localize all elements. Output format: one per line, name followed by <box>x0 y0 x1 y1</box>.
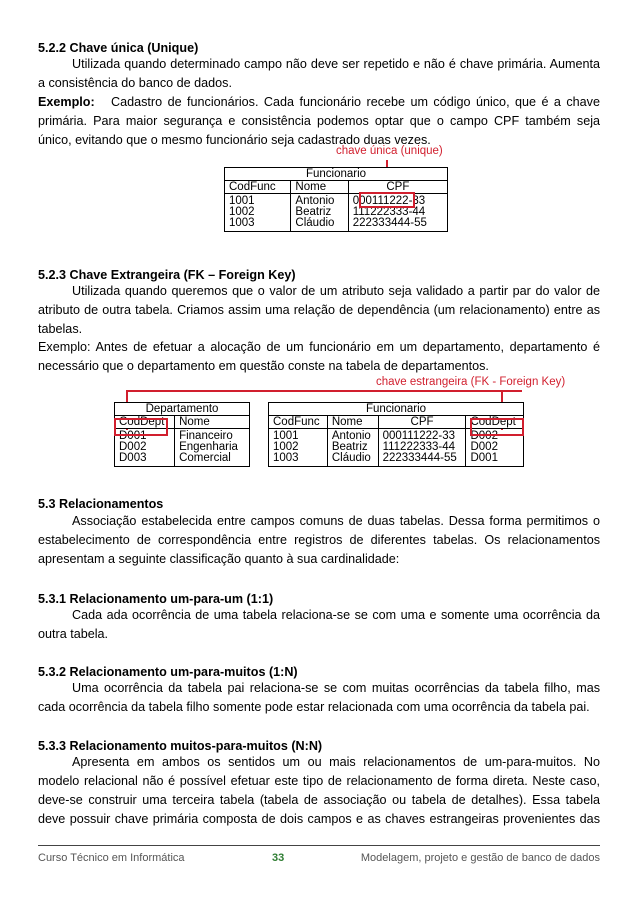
col-header: CodDept <box>466 416 524 429</box>
table-cell: Antonio Beatriz Cláudio <box>291 194 348 232</box>
heading-muitos-para-muitos: 5.3.3 Relacionamento muitos-para-muitos (N:N) <box>38 739 323 753</box>
annotation-line <box>126 390 522 392</box>
page-number: 33 <box>272 852 285 864</box>
paragraph-foreign-example <box>38 338 600 376</box>
text-line: Cadastro de funcionários. Cada funcionário recebe um código único, que é a chave <box>111 95 600 109</box>
heading-um-para-um: 5.3.1 Relacionamento um-para-um (1:1) <box>38 592 274 606</box>
col-header: CodFunc <box>269 416 328 429</box>
text-line: cada ocorrência da tabela filho somente pode estar relacionada com uma ocorrência da tabela pai. <box>38 700 590 714</box>
highlight-coddept-fk <box>470 418 524 436</box>
col-header: CodDept <box>115 416 175 429</box>
text-line: tabelas. <box>38 322 83 336</box>
table-cell: 1001 1002 1003 <box>269 429 328 467</box>
paragraph-um-para-um <box>38 606 600 644</box>
text-line: Exemplo: Antes de efetuar a alocação de um funcionário em um departamento, departamento é <box>38 340 600 354</box>
figure-foreign-key <box>114 376 566 476</box>
table-cell: 1001 1002 1003 <box>225 194 291 232</box>
heading-um-para-muitos: 5.3.2 Relacionamento um-para-muitos (1:N) <box>38 665 298 679</box>
text-line: Utilizada quando queremos que o valor de um atributo seja validado a partir par do valor de <box>72 284 600 298</box>
col-header: CPF <box>348 181 447 194</box>
text-line: necessário que o departamento em questão conste na tabela de departamentos. <box>38 359 489 373</box>
heading-foreign: 5.2.3 Chave Extrangeira (FK – Foreign Key) <box>38 268 296 282</box>
col-header: CodFunc <box>225 181 291 194</box>
paragraph-muitos-para-muitos <box>38 753 600 829</box>
col-header: Nome <box>327 416 378 429</box>
col-header: Nome <box>175 416 250 429</box>
table-title: Funcionario <box>225 168 448 181</box>
heading-unique: 5.2.2 Chave única (Unique) <box>38 41 199 55</box>
heading-relacionamentos: 5.3 Relacionamentos <box>38 497 164 511</box>
text-line: Uma ocorrência da tabela pai relaciona-se se com muitas ocorrências da tabela filho, mas <box>72 681 600 695</box>
text-line: Utilizada quando determinado campo não deve ser repetido e não é chave primária. Aumenta <box>72 57 600 71</box>
highlight-coddept-pk <box>114 418 168 436</box>
text-line: outra tabela. <box>38 627 109 641</box>
table-cell: Financeiro Engenharia Comercial <box>175 429 250 467</box>
text-line: Cada ada ocorrência de uma tabela relaciona-se se com uma e somente uma ocorrência da <box>72 608 600 622</box>
col-header: Nome <box>291 181 348 194</box>
figure-unique-key <box>224 145 454 250</box>
table-cell: D001 D002 D003 <box>115 429 175 467</box>
table-cell: Antonio Beatriz Cláudio <box>327 429 378 467</box>
paragraph-relacionamentos <box>38 512 600 569</box>
footer-divider <box>38 845 600 846</box>
text-line: modelo relacional não é possível efetuar este tipo de relacionamento de forma direta. Neste caso, <box>38 774 600 788</box>
table-title: Departamento <box>115 403 250 416</box>
text-line: atributo de outra tabela. Criamos assim uma relação de dependência (um relacionamento) entre as <box>38 303 600 317</box>
text-line: deve possuir chave primária composta de dois campos e as chaves estrangeiras provenientes das <box>38 812 600 826</box>
highlight-cpf <box>359 192 415 208</box>
table-cell: 000111222-33 111222333-44 222333444-55 <box>378 429 466 467</box>
table-cell: D002 D002 D001 <box>466 429 524 467</box>
text-line: deve-se construir uma terceira tabela (tabela de associação ou tabela de detalhes). Essa tabela <box>38 793 600 807</box>
text-line: apresentam a seguinte classificação quanto à sua cardinalidade: <box>38 552 400 566</box>
footer-course: Curso Técnico em Informática <box>38 852 185 864</box>
text-line: único, evitando que o mesmo funcionário seja cadastrado duas vezes. <box>38 133 431 147</box>
col-header: CPF <box>378 416 466 429</box>
paragraph-unique <box>38 55 600 150</box>
text-line: estabelecimento de correspondência entre registros de diferentes tabelas. Os relacionamentos <box>38 533 600 547</box>
annotation-unique: chave única (unique) <box>336 145 443 157</box>
table-cell: 000111222-33 111222333-44 222333444-55 <box>348 194 447 232</box>
paragraph-foreign <box>38 282 600 339</box>
text-line: Associação estabelecida entre campos comuns de duas tabelas. Dessa forma permitimos o <box>72 514 600 528</box>
text-line: primária. Para maior segurança e consistência podemos optar que o campo CPF também seja <box>38 114 600 128</box>
table-title: Funcionario <box>269 403 524 416</box>
paragraph-um-para-muitos <box>38 679 600 717</box>
text-line: Apresenta em ambos os sentidos um ou mais relacionamentos de um-para-muitos. No <box>72 755 600 769</box>
annotation-foreign: chave estrangeira (FK - Foreign Key) <box>376 376 566 388</box>
footer-subject: Modelagem, projeto e gestão de banco de dados <box>360 852 600 864</box>
example-label: Exemplo: <box>38 95 95 109</box>
text-line: a consistência do banco de dados. <box>38 76 232 90</box>
